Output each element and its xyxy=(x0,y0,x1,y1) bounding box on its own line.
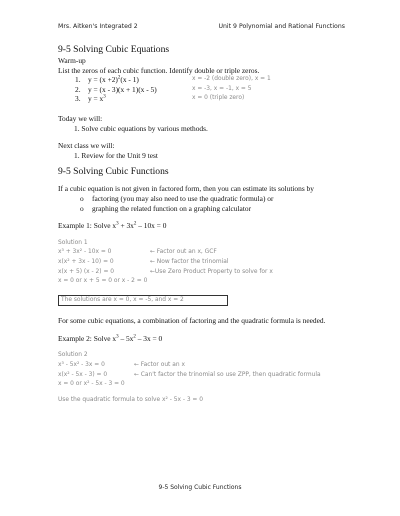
problem-equation: y = (x - 3)(x + 1)(x - 5) xyxy=(88,84,157,94)
problem-number: 1. xyxy=(75,75,81,85)
warmup-instructions: List the zeros of each cubic function. Identify double or triple zeros. xyxy=(58,65,260,75)
solution-step: x = 0 or x + 5 = 0 or x - 2 = 0 xyxy=(58,278,148,285)
solution2-final: Use the quadratic formula to solve x² - 5x - 3 = 0 xyxy=(58,396,203,403)
warmup-problem xyxy=(58,75,358,85)
warmup-problem xyxy=(58,94,358,104)
problem-equation: $y = x^3$ xyxy=(88,94,106,104)
problem-equation: $y = (x +2)^2(x - 1)$ xyxy=(88,75,139,85)
solution1-label: Solution 1 xyxy=(58,239,88,246)
next-class-item: 1. Review for the Unit 9 test xyxy=(74,150,158,160)
problem-answer: x = -2 (double zero), x = 1 xyxy=(192,76,271,83)
solution-step: x(x + 5) (x - 2) = 0 ←Use Zero Product Property to solve for x xyxy=(58,268,273,275)
solution1-answer-box: The solutions are x = 0, x = -5, and x = 2 xyxy=(58,295,358,307)
combination-text: For some cubic equations, a combination of factoring and the quadratic formula is needed. xyxy=(58,316,326,326)
solution-step: x³ + 3x² - 10x = 0 ← Factor out an x, GCF xyxy=(58,249,217,256)
problem-answer: x = 0 (triple zero) xyxy=(192,95,245,102)
solution-step: x = 0 or x² - 5x - 3 = 0 xyxy=(58,381,125,388)
worksheet-content xyxy=(58,44,358,405)
solution-step: x³ - 5x² - 3x = 0 ← Factor out an x xyxy=(58,362,185,369)
option-item: o graphing the related function on a graphing calculator xyxy=(80,203,252,213)
option-item: o factoring (you may also need to use the quadratic formula) or xyxy=(80,193,274,203)
solution2-label: Solution 2 xyxy=(58,352,88,359)
warmup-problem xyxy=(58,85,358,95)
example2-heading: Example 2: Solve $x^3 - 5x^2 - 3x = 0$ xyxy=(58,333,163,343)
today-label: Today we will: xyxy=(58,113,103,123)
section2-intro: If a cubic equation is not given in factored form, then you can estimate its solutions by xyxy=(58,184,314,194)
section2-title: 9-5 Solving Cubic Functions xyxy=(58,166,169,178)
bullet-glyph: o xyxy=(80,193,84,203)
today-item: 1. Solve cubic equations by various methods. xyxy=(74,123,208,133)
problem-number: 3. xyxy=(75,94,81,104)
warmup-label: Warm-up xyxy=(58,56,86,65)
section1-title: 9-5 Solving Cubic Equations xyxy=(58,44,170,55)
bullet-glyph: o xyxy=(80,203,84,213)
header-left: Mrs. Aitken's Integrated 2 xyxy=(58,23,138,30)
problem-number: 2. xyxy=(75,84,81,94)
problem-answer: x = -3, x = -1, x = 5 xyxy=(192,85,252,92)
next-class-label: Next class we will: xyxy=(58,141,115,151)
solution-step: x(x² - 5x - 3) = 0 ← Can't factor the trinomial so use ZPP, then quadratic formula xyxy=(58,371,321,378)
header-right: Unit 9 Polynomial and Rational Functions xyxy=(218,23,345,30)
example1-heading: Example 1: Solve $x^3 + 3x^2 - 10x = 0$ xyxy=(58,221,167,231)
solution-step: x(x² + 3x - 10) = 0 ← Now factor the trinomial xyxy=(58,258,229,265)
page-footer: 9-5 Solving Cubic Functions xyxy=(158,484,242,491)
page-header xyxy=(58,23,345,30)
